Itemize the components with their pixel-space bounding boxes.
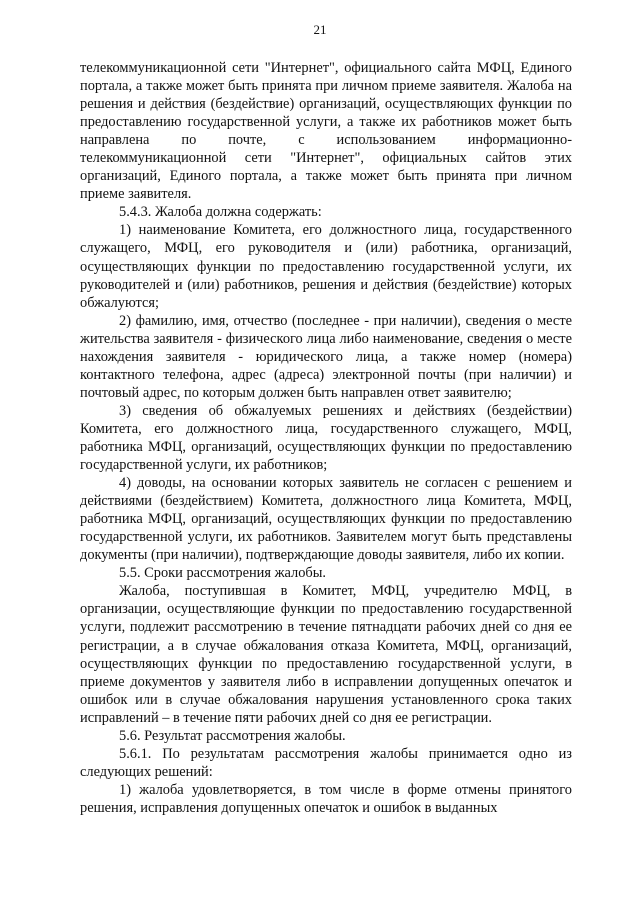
paragraph-item-2: 2) фамилию, имя, отчество (последнее - при наличии), сведения о месте жительства заявителя - физического лица либо наименование, сведения о месте нахождения заявителя - юридического лица, а также номер (номера) контактного телефона, адрес (адреса) электронной почты (при наличии) и почтовый адрес, по которым должен быть направлен ответ заявителю;	[80, 312, 572, 401]
paragraph-section-5-6: 5.6. Результат рассмотрения жалобы.	[119, 727, 346, 744]
paragraph-item-1: 1) наименование Комитета, его должностного лица, государственного служащего, МФЦ, его руководителя и (или) работника, организаций, осуществляющих функции по предоставлению государственной услуги, их руководителей и (или) работников, решения и действия (бездействие) которых обжалуются;	[80, 222, 572, 311]
paragraph-section-5-6-1: 5.6.1. По результатам рассмотрения жалобы принимается одно из следующих решений:	[80, 745, 572, 780]
paragraph-decision-1: 1) жалоба удовлетворяется, в том числе в форме отмены принятого решения, исправления допущенных опечаток и ошибок в выданных	[80, 781, 572, 816]
page-number: 21	[313, 22, 327, 37]
paragraph-item-4: 4) доводы, на основании которых заявитель не согласен с решением и действиями (бездействием) Комитета, должностного лица Комитета, МФЦ, работника МФЦ, организаций, осуществляющих функции по предоставлению государственной услуги, их работников. Заявителем могут быть представлены документы (при наличии), подтверждающие доводы заявителя, либо их копии.	[80, 475, 572, 564]
document-body	[80, 59, 572, 817]
paragraph-section-5-4-3: 5.4.3. Жалоба должна содержать:	[119, 204, 322, 221]
paragraph-item-3: 3) сведения об обжалуемых решениях и действиях (бездействии) Комитета, его должностного лица, государственного служащего, МФЦ, работника МФЦ, организаций, осуществляющих функции по предоставлению государственной услуги, их работников;	[80, 402, 572, 474]
paragraph-review-terms: Жалоба, поступившая в Комитет, МФЦ, учредителю МФЦ, в организации, осуществляющие функции по предоставлению государственной услуги, подлежит рассмотрению в течение пятнадцати рабочих дней со дня ее регистрации, а в случае обжалования отказа Комитета, МФЦ, организаций, осуществляющих функции по предоставлению государственной услуги, в приеме документов у заявителя либо в исправлении допущенных опечаток и ошибок или в случае обжалования нарушения установленного срока таких исправлений – в течение пяти рабочих дней со дня ее регистрации.	[80, 583, 572, 726]
paragraph-section-5-5: 5.5. Сроки рассмотрения жалобы.	[119, 565, 327, 582]
paragraph-intro: телекоммуникационной сети "Интернет", официального сайта МФЦ, Единого портала, а также может быть принята при личном приеме заявителя. Жалоба на решения и действия (бездействие) организаций, осуществляющих функции по предоставлению государственной услуги, а также их работников может быть направлена по почте, с использованием информационно-телекоммуникационной сети "Интернет", официальных сайтов этих организаций, Единого портала, а также может быть принята при личном приеме заявителя.	[80, 60, 572, 203]
